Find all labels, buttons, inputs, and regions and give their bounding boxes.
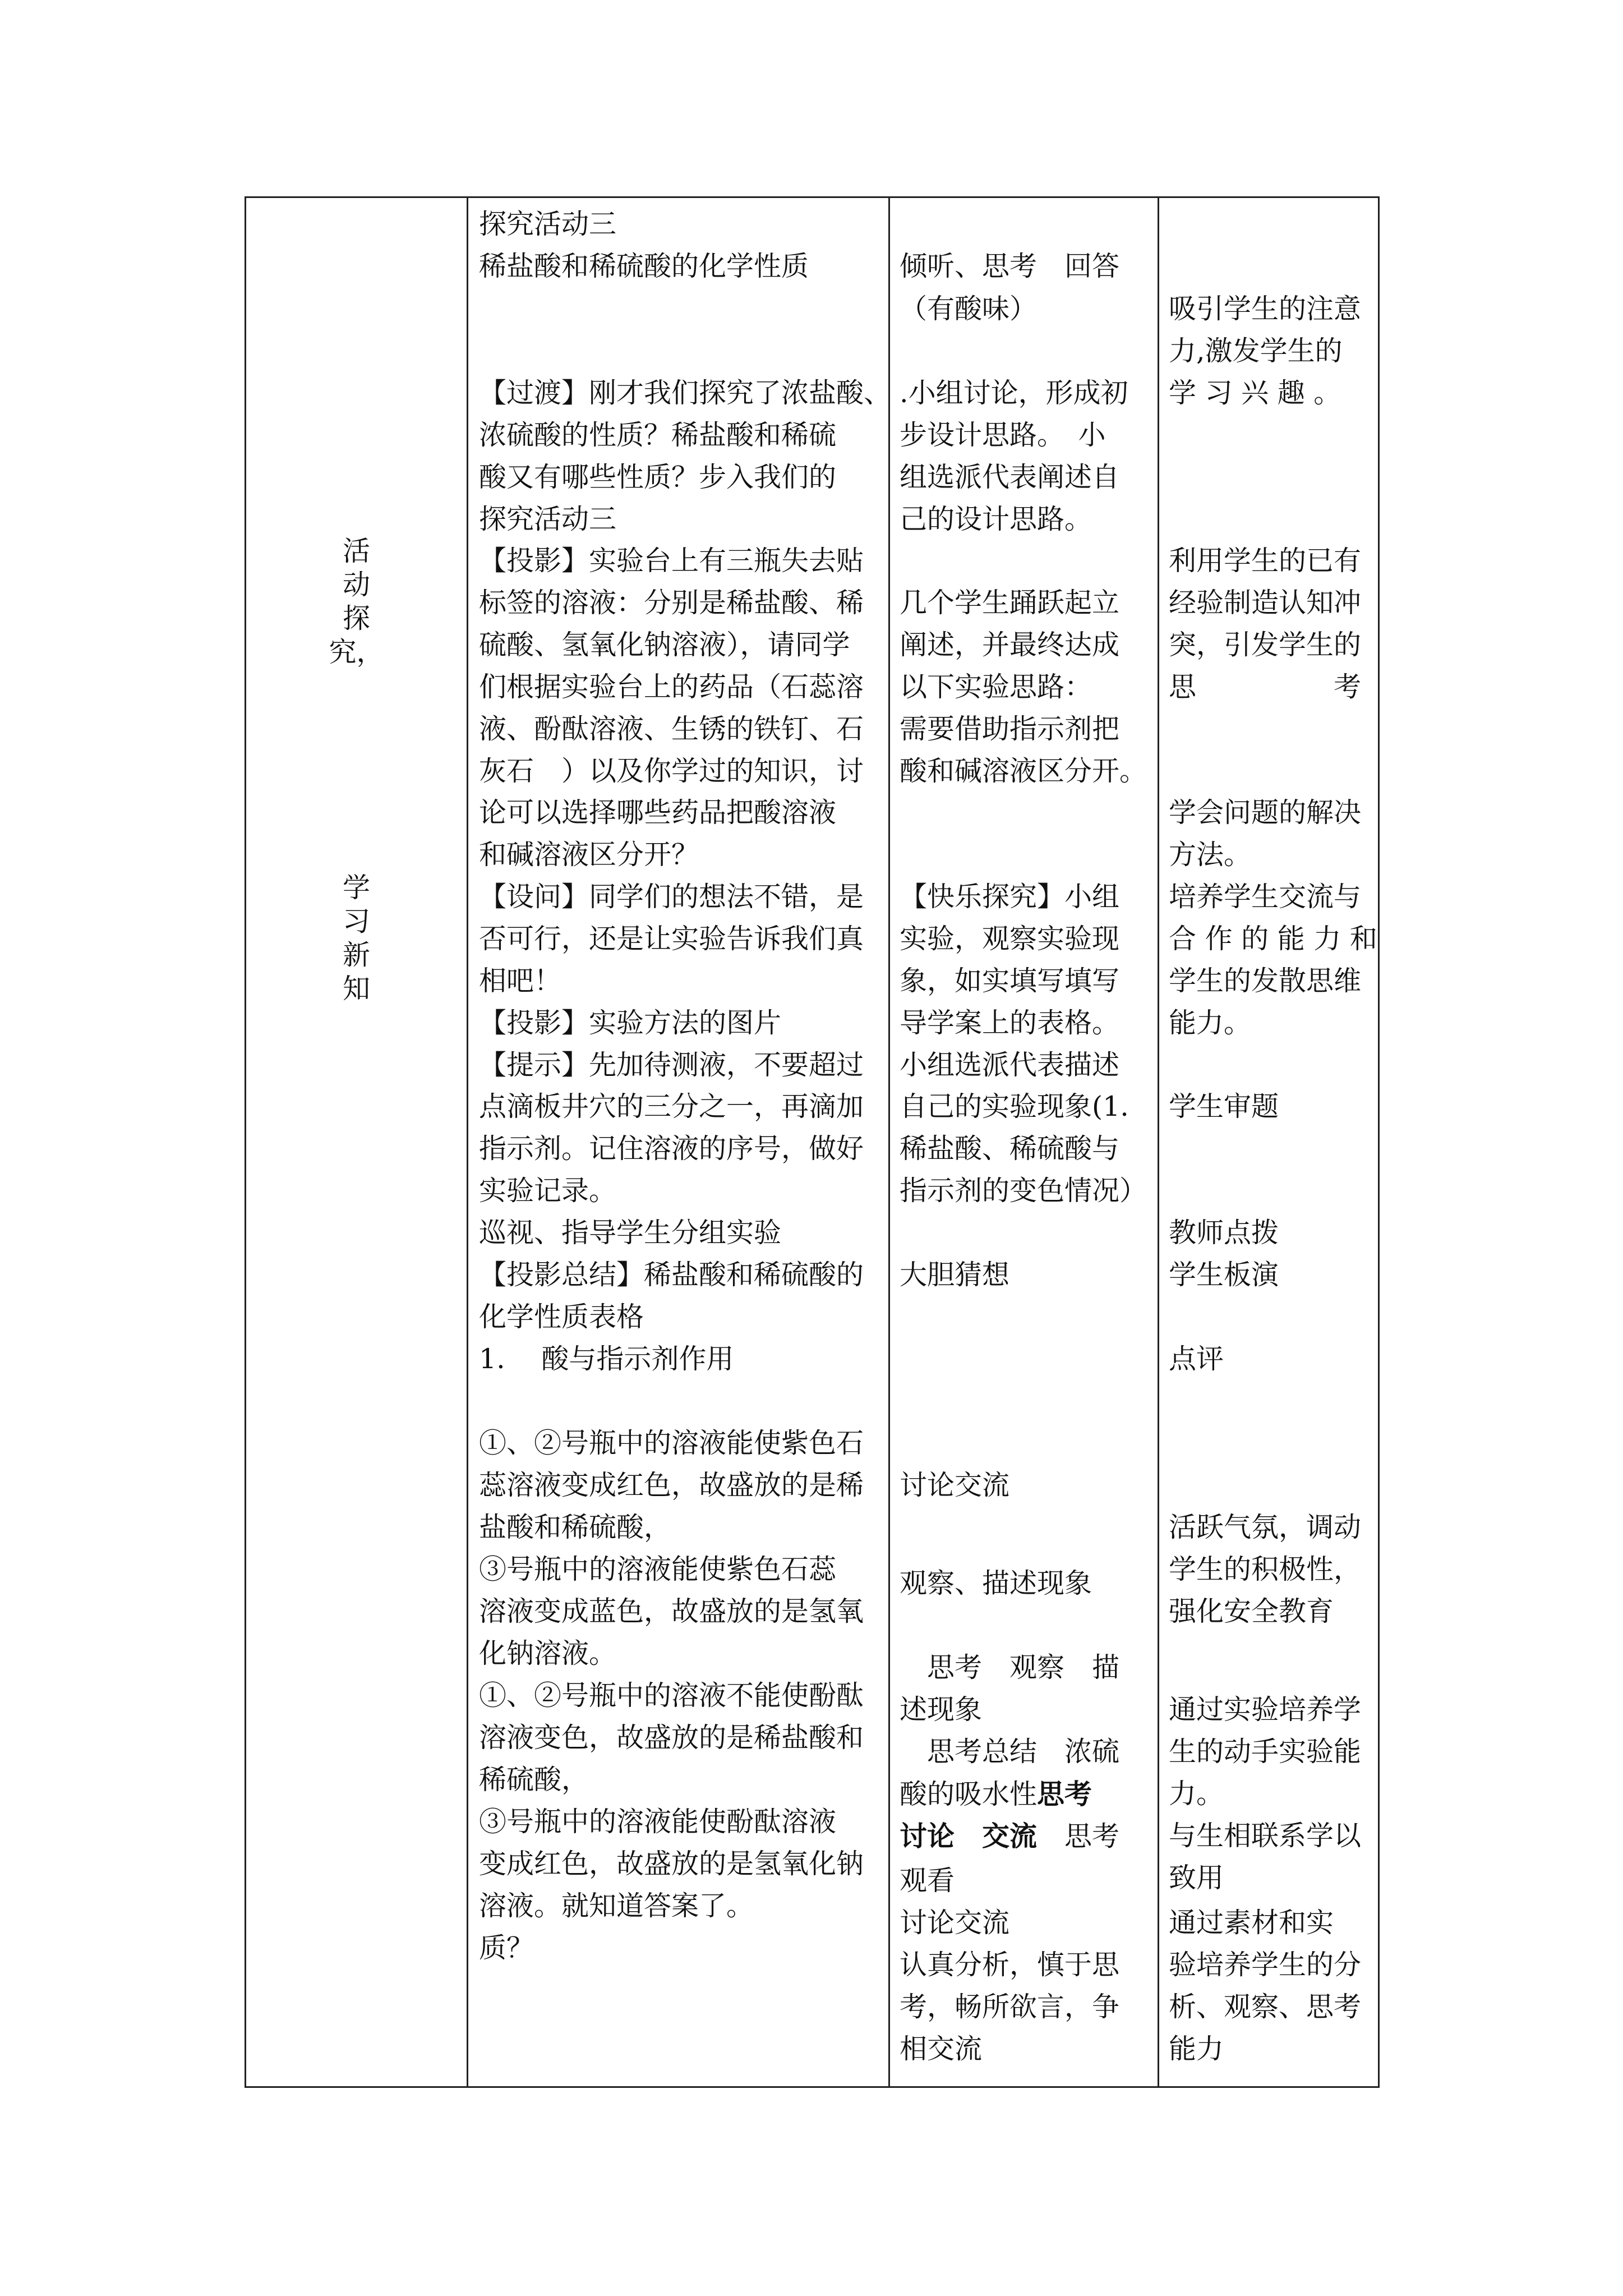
text-line: 力,激发学生的 [1169,335,1343,367]
text-line: 利用学生的已有 [1169,545,1362,577]
stage-label-activity [246,535,467,669]
text-segment-bold: 讨论 交流 [900,1820,1038,1852]
text-line: 生的动手实验能 [1169,1736,1362,1768]
text-line: 灰石 ）以及你学过的知识，讨 [479,755,864,787]
text-line: 化学性质表格 [479,1301,644,1333]
column-divider [467,198,468,2086]
stage-char: 究， [329,636,384,668]
column-divider [1158,198,1159,2086]
text-line: 组选派代表阐述自 [900,461,1120,493]
text-line: 点滴板井穴的三分之一，再滴加 [479,1091,864,1122]
text-line: 合 作 的 能 力 和 [1169,923,1377,955]
text-line: 学生的积极性， [1169,1553,1362,1585]
text-line: 观察、描述现象 [900,1567,1092,1599]
text-line: 活跃气氛，调动 [1169,1511,1362,1543]
text-line: 化钠溶液。 [479,1637,617,1669]
column-divider [888,198,890,2086]
text-line: 1. 酸与指示剂作用 [479,1343,734,1375]
text-line: 酸又有哪些性质？步入我们的 [479,461,837,493]
text-line: 实验，观察实验现 [900,923,1120,955]
text-line: 教师点拨 [1169,1217,1279,1249]
text-line: 考，畅所欲言，争 [900,1991,1120,2023]
text-line: 通过素材和实 [1169,1907,1334,1939]
text-line: 巡视、指导学生分组实验 [479,1217,782,1249]
text-line: 实验记录。 [479,1175,617,1207]
text-line: 变成红色，故盛放的是氢氧化钠 [479,1848,864,1880]
text-line: 溶液变成蓝色，故盛放的是氢氧 [479,1595,864,1627]
stage-char: 学 [342,872,370,904]
text-line: 【快乐探究】小组 [900,881,1120,913]
text-line: 指示剂。记住溶液的序号，做好 [479,1133,864,1165]
text-line: 能力。 [1169,1007,1252,1039]
text-line: 倾听、思考 回答 [900,250,1120,282]
text-line [900,1777,1092,1811]
text-line: 培养学生交流与 [1169,881,1362,913]
text-line: 【投影总结】稀盐酸和稀硫酸的 [479,1259,864,1291]
text-line: 思 考 [1169,671,1362,703]
text-line: 和碱溶液区分开？ [479,839,699,871]
stage-char: 动 [342,569,370,601]
text-line: 通过实验培养学 [1169,1694,1362,1726]
text-line: （有酸味） [900,293,1038,325]
text-line: 力。 [1169,1778,1224,1810]
text-line: 象，如实填写填写 [900,965,1120,997]
text-line: 指示剂的变色情况） [900,1175,1147,1207]
text-line: 几个学生踊跃起立 [900,587,1120,619]
text-line: 论可以选择哪些药品把酸溶液 [479,797,837,829]
text-line: 【设问】同学们的想法不错，是 [479,881,864,913]
text-line: 稀盐酸和稀硫酸的化学性质 [479,250,809,282]
text-line: 【投影】实验方法的图片 [479,1007,782,1039]
text-line: 方法。 [1169,839,1252,871]
text-line: 学会问题的解决 [1169,797,1362,829]
text-line: ③号瓶中的溶液能使酚酞溶液 [479,1806,837,1838]
text-line: 致用 [1169,1862,1224,1894]
text-line: 稀盐酸、稀硫酸与 [900,1133,1120,1165]
text-line: 己的设计思路。 [900,503,1092,535]
text-line: 观看 [900,1865,955,1897]
text-line: 液、酚酞溶液、生锈的铁钉、石 [479,713,864,745]
text-line: 步设计思路。 小 [900,419,1106,451]
text-line: 盐酸和稀硫酸， [479,1511,672,1543]
text-segment: 思考 [1037,1820,1120,1852]
text-line: 否可行，还是让实验告诉我们真 [479,923,864,955]
text-line [900,1819,1119,1853]
text-line: 小组选派代表描述 [900,1049,1120,1081]
stage-char: 知 [342,973,370,1005]
stage-char: 探 [342,602,370,634]
text-line: ①、②号瓶中的溶液不能使酚酞 [479,1680,864,1711]
text-line: 【投影】实验台上有三瓶失去贴 [479,545,864,577]
text-segment-bold: 思考 [1037,1778,1092,1810]
text-line: 溶液变色，故盛放的是稀盐酸和 [479,1722,864,1754]
text-line: 溶液。就知道答案了。 [479,1890,754,1922]
stage-char: 活 [342,535,370,567]
text-line: 思考总结 浓硫 [900,1736,1120,1768]
text-line: 验培养学生的分 [1169,1949,1362,1981]
text-line: 们根据实验台上的药品（石蕊溶 [479,671,864,703]
text-line: 硫酸、氢氧化钠溶液），请同学 [479,629,850,661]
text-line: 析、观察、思考 [1169,1991,1362,2023]
text-line: 学生的发散思维 [1169,965,1362,997]
text-line: 蕊溶液变成红色，故盛放的是稀 [479,1469,864,1501]
text-line: 大胆猜想 [900,1259,1010,1291]
text-line: 【提示】先加待测液，不要超过 [479,1049,864,1081]
teacher-activity-column [479,198,892,2086]
text-line: 经验制造认知冲 [1169,587,1362,619]
stage-label-learning [246,871,467,1006]
text-line: 吸引学生的注意 [1169,293,1362,325]
stage-char: 习 [342,905,370,937]
text-line: 标签的溶液：分别是稀盐酸、稀 [479,587,864,619]
text-line: 认真分析，慎于思 [900,1949,1120,1981]
text-line: 需要借助指示剂把 [900,713,1120,745]
text-line: 学 习 兴 趣 。 [1169,377,1341,409]
text-segment: 酸的吸水性 [900,1778,1038,1810]
text-line: 探究活动三 [479,208,617,240]
text-line: 学生板演 [1169,1259,1279,1291]
text-line: 点评 [1169,1343,1224,1375]
text-line: ①、②号瓶中的溶液能使紫色石 [479,1427,864,1459]
text-line: 以下实验思路： [900,671,1092,703]
text-line: 学生审题 [1169,1091,1279,1122]
text-line: 稀硫酸， [479,1764,589,1796]
text-line: 能力 [1169,2033,1224,2065]
stage-char: 新 [342,939,370,971]
text-line: 阐述，并最终达成 [900,629,1120,661]
text-line: 强化安全教育 [1169,1595,1334,1627]
text-line: 突，引发学生的 [1169,629,1362,661]
text-line: 思考 观察 描 [900,1651,1120,1683]
text-line: 讨论交流 [900,1907,1010,1939]
text-line: 酸和碱溶液区分开。 [900,755,1147,787]
text-line: .小组讨论，形成初 [900,377,1128,409]
text-line: 讨论交流 [900,1469,1010,1501]
lesson-table [245,196,1380,2088]
text-line: 探究活动三 [479,503,617,535]
design-intent-column [1169,198,1376,2086]
text-line: 相吧！ [479,965,562,997]
text-line: 质？ [479,1932,534,1964]
text-line: 与生相联系学以 [1169,1820,1362,1852]
text-line: 述现象 [900,1694,983,1726]
text-line: 自己的实验现象(1. [900,1091,1129,1122]
text-line: 浓硫酸的性质？稀盐酸和稀硫 [479,419,837,451]
text-line: 导学案上的表格。 [900,1007,1120,1039]
text-line: 相交流 [900,2033,983,2065]
text-line: 【过渡】刚才我们探究了浓盐酸、 [479,377,892,409]
text-line: ③号瓶中的溶液能使紫色石蕊 [479,1553,837,1585]
student-activity-column [900,198,1152,2086]
